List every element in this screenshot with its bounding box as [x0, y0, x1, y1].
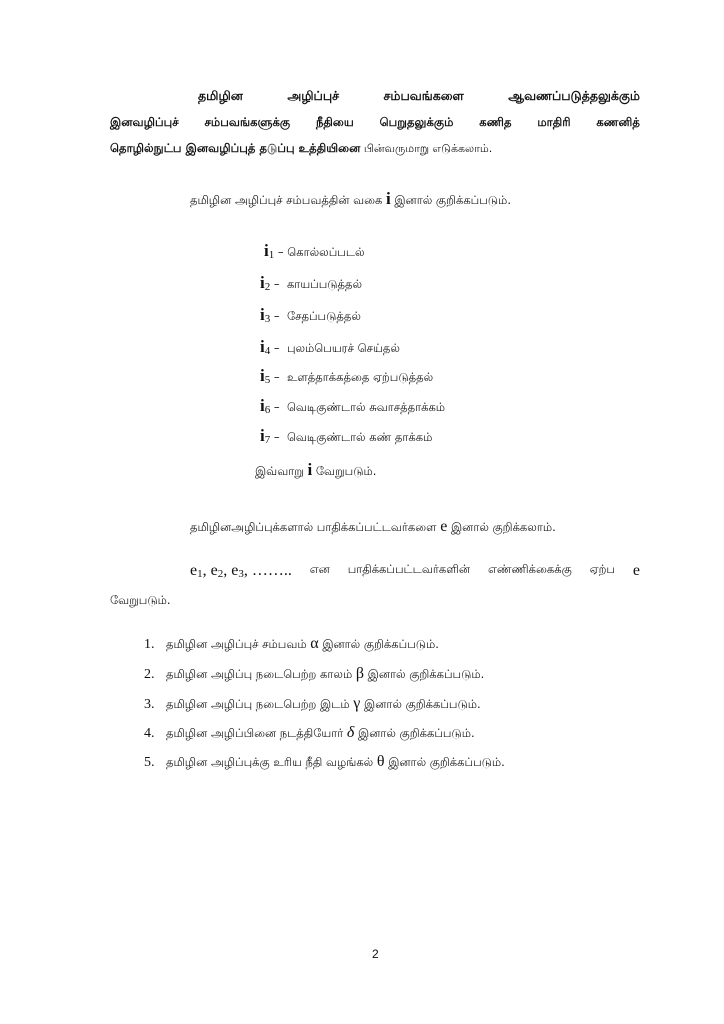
type-varies — [255, 460, 376, 480]
intro-line-2 — [110, 115, 640, 131]
word: அழிப்புச் — [287, 88, 340, 103]
symbol: e — [210, 562, 218, 579]
subscript: 3 — [264, 313, 271, 325]
intro-line-1 — [198, 88, 640, 105]
symbol: i — [260, 426, 265, 445]
list-item-1 — [144, 635, 439, 653]
word: பெறுதலுக்கும் — [379, 115, 454, 129]
type-label: சேதப்படுத்தல் — [286, 309, 361, 323]
symbol-beta: β — [355, 665, 365, 682]
symbol-gamma: γ — [353, 695, 361, 712]
subscript: 2 — [217, 568, 224, 580]
list-item-3 — [144, 695, 481, 713]
symbol-e: e — [632, 562, 640, 579]
subscript: 6 — [264, 404, 271, 416]
e-series: $e_1$, $e_2$, $e_3$, …….. — [190, 562, 292, 580]
word: என — [309, 562, 330, 576]
list-number: 4. — [144, 726, 155, 741]
list-number: 1. — [144, 637, 155, 652]
symbol-theta: θ — [376, 753, 385, 770]
symbol: i — [260, 396, 265, 415]
intro-line-3 — [110, 141, 492, 157]
text: இனால் குறிக்கப்படும். — [354, 726, 475, 740]
text: தமிழின அழிப்புச் சம்பவத்தின் வகை — [190, 193, 386, 207]
type-item-4: $i_4$ – புலம்பெயரச் செய்தல் — [260, 337, 400, 357]
symbol-alpha: α — [310, 635, 319, 652]
word: ஏற்ப — [589, 562, 615, 576]
word: இனவழிப்புச் — [110, 115, 179, 129]
list-item-2 — [144, 665, 484, 683]
text: இனால் குறிக்கப்படும். — [318, 637, 439, 651]
type-label: புலம்பெயரச் செய்தல் — [286, 341, 400, 355]
text: வேறுபடும். — [312, 464, 377, 478]
word: பாதிக்கப்பட்டவர்களின் — [347, 562, 471, 576]
text: தமிழின அழிப்பு நடைபெற்ற காலம் — [166, 667, 356, 681]
symbol-e: e — [440, 518, 448, 535]
text: தமிழின அழிப்புக்கு உரிய நீதி வழங்கல் — [166, 755, 377, 769]
type-label: வெடிகுண்டால் கண் தாக்கம் — [286, 430, 433, 444]
type-item-6: $i_6$ – வெடிகுண்டால் சுவாசத்தாக்கம் — [260, 396, 446, 416]
type-label: வெடிகுண்டால் சுவாசத்தாக்கம் — [286, 400, 446, 414]
type-definition — [190, 189, 511, 209]
type-label: காயப்படுத்தல் — [286, 277, 363, 291]
type-item-5: $i_5$ – உளத்தாக்கத்தை ஏற்படுத்தல் — [260, 366, 434, 386]
word: தமிழின — [198, 88, 243, 103]
type-label: உளத்தாக்கத்தை ஏற்படுத்தல் — [286, 370, 434, 384]
word: எண்ணிக்கைக்கு — [487, 562, 572, 576]
page-number: 2 — [372, 947, 379, 961]
text: தமிழின அழிப்பினை நடத்தியோர் — [166, 726, 347, 740]
text: இனால் குறிக்கப்படும். — [364, 667, 485, 681]
subscript: 2 — [264, 281, 271, 293]
symbol: e — [231, 562, 239, 579]
symbol: e — [190, 562, 198, 579]
word: கணனித் — [596, 115, 640, 129]
symbol: i — [260, 273, 265, 292]
normal-phrase: பின்வருமாறு எடுக்கலாம். — [360, 142, 493, 155]
symbol-delta: δ — [346, 724, 355, 741]
subscript: 5 — [264, 374, 271, 386]
victims-count-line-1 — [190, 562, 640, 580]
subscript: 3 — [238, 568, 244, 580]
list-number: 5. — [144, 755, 155, 770]
text: தமிழினஅழிப்புக்களால் பாதிக்கப்பட்டவர்களை — [190, 520, 441, 534]
bold-phrase: தொழில்நுட்ப இனவழிப்புத் தடுப்பு உத்தியினை — [110, 141, 361, 155]
list-number: 2. — [144, 667, 155, 682]
type-label: கொல்லப்படல் — [287, 245, 365, 259]
text: இனால் குறிக்கப்படும். — [384, 755, 505, 769]
symbol: i — [260, 366, 265, 385]
text: இவ்வாறு — [255, 464, 308, 478]
text: வேறுபடும். — [110, 593, 171, 607]
text: இனால் குறிக்கலாம். — [447, 520, 556, 534]
word: சம்பவங்களுக்கு — [204, 115, 291, 129]
victims-definition — [190, 518, 556, 536]
text: இனால் குறிக்கப்படும். — [390, 193, 511, 207]
word: சம்பவங்களை — [383, 88, 464, 103]
subscript: 1 — [197, 568, 203, 580]
symbol: i — [264, 241, 269, 260]
type-item-2: $i_2$ – காயப்படுத்தல் — [260, 273, 363, 293]
text: இனால் குறிக்கப்படும். — [360, 697, 481, 711]
list-number: 3. — [144, 697, 155, 712]
symbol: i — [260, 305, 265, 324]
list-item-5 — [144, 753, 505, 771]
subscript: 7 — [264, 434, 271, 446]
type-item-3: $i_3$ – சேதப்படுத்தல் — [260, 305, 361, 325]
victims-count-line-2 — [110, 593, 171, 609]
type-item-1: $i_1$ – கொல்லப்படல் — [264, 241, 365, 261]
word: மாதிரி — [537, 115, 571, 129]
text: தமிழின அழிப்பு நடைபெற்ற இடம் — [166, 697, 354, 711]
word: நீதியை — [315, 115, 354, 129]
subscript: 1 — [268, 249, 275, 261]
symbol-i: i — [307, 460, 313, 479]
word: ஆவணப்படுத்தலுக்கும் — [508, 88, 640, 103]
ellipsis: , …….. — [243, 562, 292, 579]
word: கணித — [479, 115, 512, 129]
type-item-7: $i_7$ – வெடிகுண்டால் கண் தாக்கம் — [260, 426, 433, 446]
text: தமிழின அழிப்புச் சம்பவம் — [166, 637, 311, 651]
symbol: i — [260, 337, 265, 356]
symbol-i: i — [385, 189, 391, 208]
list-item-4 — [144, 724, 475, 742]
subscript: 4 — [264, 345, 271, 357]
